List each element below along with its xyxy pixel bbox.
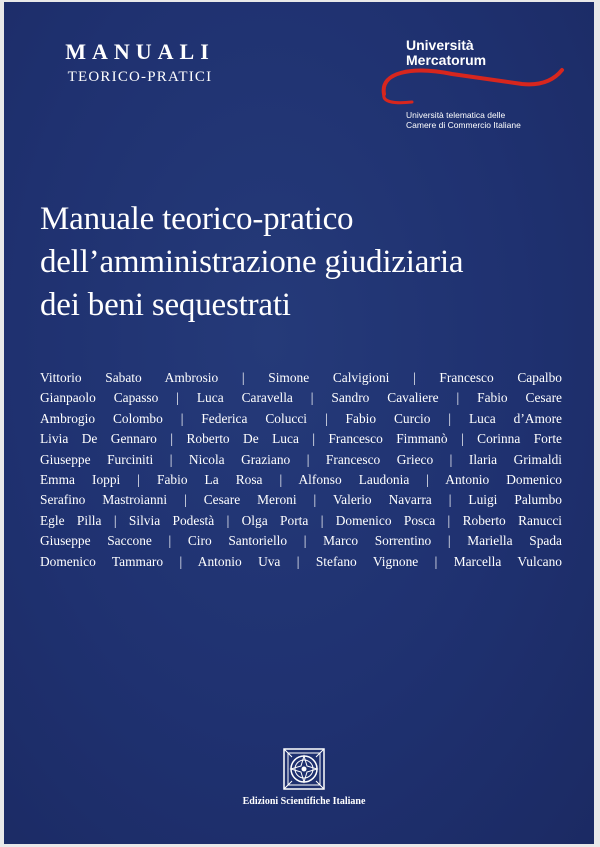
publisher-block: [204, 746, 404, 807]
university-logo: [372, 28, 582, 138]
author-list: [40, 368, 562, 572]
series-name: MANUALI: [65, 39, 215, 64]
author-line: Serafino Mastroianni | Cesare Meroni | Valerio Navarra | Luigi Palumbo: [40, 492, 562, 508]
book-title-line1: Manuale teorico-pratico: [40, 201, 354, 237]
author-line: Livia De Gennaro | Roberto De Luca | Francesco Fimmanò | Corinna Forte: [40, 431, 562, 447]
series-label: [40, 40, 240, 86]
ornamental-seal-icon: [281, 746, 327, 792]
university-name-line1: Università: [406, 37, 474, 53]
author-line: Gianpaolo Capasso | Luca Caravella | Sandro Cavaliere | Fabio Cesare: [40, 390, 562, 406]
publisher-name: Edizioni Scientifiche Italiane: [242, 796, 366, 807]
university-name-line2: Mercatorum: [406, 52, 487, 68]
author-line: Vittorio Sabato Ambrosio | Simone Calvigioni | Francesco Capalbo: [40, 370, 562, 385]
book-title: [40, 198, 580, 327]
author-line: Ambrogio Colombo | Federica Colucci | Fabio Curcio | Luca d’Amore: [40, 410, 562, 426]
book-title-line2: dell’amministrazione giudiziaria: [40, 244, 464, 280]
university-arc-icon: [372, 58, 572, 108]
book-cover: [4, 2, 594, 844]
university-caption-line1: Università telematica delle: [406, 110, 506, 120]
author-line: Domenico Tammaro | Antonio Uva | Stefano Vignone | Marcella Vulcano: [40, 553, 562, 569]
author-line: Egle Pilla | Silvia Podestà | Olga Porta | Domenico Posca | Roberto Ranucci: [40, 512, 562, 528]
author-line: Giuseppe Saccone | Ciro Santoriello | Marco Sorrentino | Mariella Spada: [40, 533, 562, 549]
university-caption: [406, 110, 521, 130]
author-line: Emma Ioppi | Fabio La Rosa | Alfonso Laudonia | Antonio Domenico: [40, 472, 562, 488]
author-line: Giuseppe Furciniti | Nicola Graziano | Francesco Grieco | Ilaria Grimaldi: [40, 451, 562, 467]
book-title-line3: dei beni sequestrati: [40, 287, 291, 323]
series-subtitle: TEORICO-PRATICI: [67, 69, 213, 85]
university-caption-line2: Camere di Commercio Italiane: [406, 120, 521, 130]
